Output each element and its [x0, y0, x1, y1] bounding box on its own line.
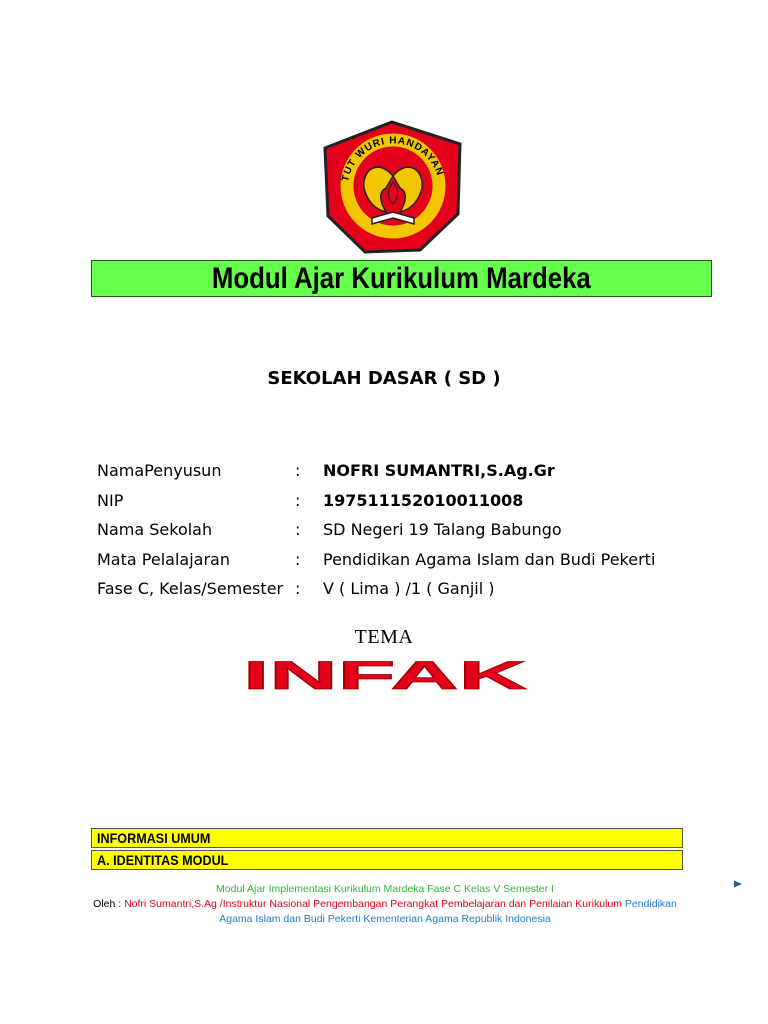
identity-label: Mata Pelalajaran	[97, 549, 230, 569]
identity-colon: :	[295, 549, 301, 569]
footer-oleh: Oleh :	[93, 898, 125, 910]
identity-row-phase	[97, 574, 697, 604]
identity-colon: :	[295, 579, 301, 598]
identity-value: 197511152010011008	[323, 490, 524, 510]
section-identitas-modul-label: A. IDENTITAS MODUL	[97, 852, 229, 868]
infak-title: INFAK	[243, 658, 528, 694]
footer-line-2	[60, 897, 710, 912]
footer	[60, 882, 710, 927]
arrow-right-icon	[734, 881, 742, 888]
identity-value: V ( Lima ) /1 ( Ganjil )	[323, 579, 495, 598]
identity-colon: :	[295, 520, 301, 539]
footer-line-1: Modul Ajar Implementasi Kurikulum Mardeka Fase C Kelas V Semester I	[216, 883, 554, 895]
footer-line-3: Agama Islam dan Budi Pekerti Kementerian Agama Republik Indonesia	[219, 913, 551, 925]
school-level-heading: SEKOLAH DASAR ( SD )	[267, 368, 501, 389]
identity-row-subject	[97, 545, 697, 575]
identity-value: SD Negeri 19 Talang Babungo	[323, 520, 562, 539]
section-informasi-umum	[91, 828, 683, 848]
footer-author: Nofri Sumantri,S.Ag /Instruktur Nasional Pengembangan Perangkat Pembelajaran dan Penilaian Kurikulum	[124, 898, 622, 910]
tut-wuri-handayani-logo	[320, 118, 465, 258]
identity-label: Fase C, Kelas/Semester	[97, 579, 284, 598]
section-identitas-modul	[91, 850, 683, 870]
tema-label: TEMA	[354, 626, 414, 648]
module-title: Modul Ajar Kurikulum Mardeka	[212, 262, 591, 295]
section-informasi-umum-label: INFORMASI UMUM	[97, 830, 211, 846]
identity-table	[97, 456, 697, 604]
identity-row-school	[97, 515, 697, 545]
identity-value: Pendidikan Agama Islam dan Budi Pekerti	[323, 549, 656, 569]
identity-row-nip	[97, 486, 697, 516]
identity-label: NamaPenyusun	[97, 461, 222, 480]
logo-arc-text: TUT WURI HANDAYAN	[340, 135, 446, 183]
identity-label: NIP	[97, 490, 124, 510]
identity-colon: :	[295, 490, 301, 510]
identity-row-author	[97, 456, 697, 486]
module-title-bar	[91, 260, 712, 297]
footer-subject: Pendidikan	[621, 898, 677, 910]
identity-colon: :	[295, 461, 301, 480]
identity-value: NOFRI SUMANTRI,S.Ag.Gr	[323, 461, 555, 480]
infak-wordart	[240, 658, 530, 694]
identity-label: Nama Sekolah	[97, 520, 213, 539]
